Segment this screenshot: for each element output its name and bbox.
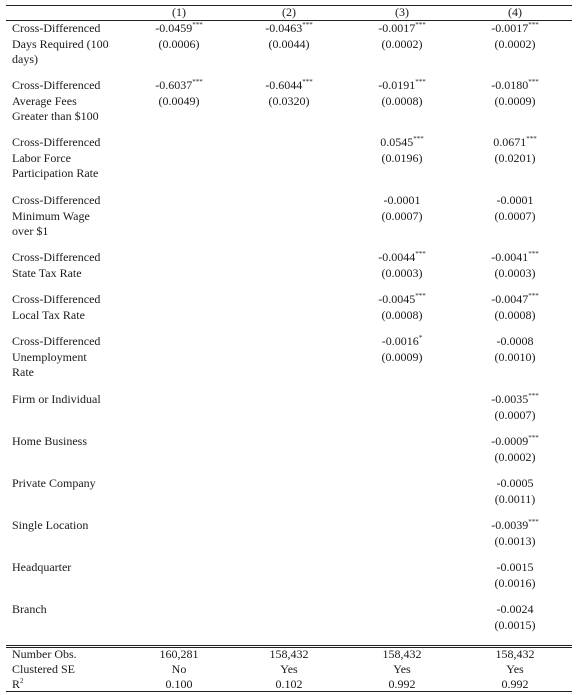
coefficient-cell xyxy=(460,602,570,633)
significance-stars: *** xyxy=(415,250,426,258)
row-label-line: Cross-Differenced xyxy=(12,135,101,149)
coefficient-value: -0.0017 xyxy=(378,21,416,35)
standard-error: (0.0007) xyxy=(381,208,423,223)
standard-error: (0.0008) xyxy=(381,307,423,322)
significance-stars: *** xyxy=(302,78,313,86)
coefficient-value: -0.0001 xyxy=(496,193,534,207)
coefficient-value: -0.0017 xyxy=(491,21,529,35)
coefficient-value: -0.6037 xyxy=(155,78,193,92)
significance-stars: *** xyxy=(192,21,203,29)
standard-error: (0.0011) xyxy=(494,491,536,506)
column-header-1: (1) xyxy=(172,5,186,19)
standard-error: (0.0008) xyxy=(381,93,423,108)
footer-value: No xyxy=(171,662,187,676)
row-label-line: Labor Force xyxy=(12,150,71,165)
standard-error: (0.0320) xyxy=(268,93,310,108)
row-label-line: Cross-Differenced xyxy=(12,334,101,348)
coefficient-cell xyxy=(347,250,457,281)
coefficient-value: -0.0005 xyxy=(496,476,534,490)
row-label-line: Branch xyxy=(12,602,47,616)
footer-value: 0.992 xyxy=(501,677,529,691)
coefficient-value: -0.0008 xyxy=(496,334,534,348)
standard-error: (0.0010) xyxy=(494,349,536,364)
standard-error: (0.0006) xyxy=(158,36,200,51)
significance-stars: *** xyxy=(528,392,539,400)
coefficient-value: 0.0671 xyxy=(493,135,527,149)
significance-stars: * xyxy=(418,334,423,342)
significance-stars: *** xyxy=(415,292,426,300)
standard-error: (0.0003) xyxy=(381,265,423,280)
coefficient-cell xyxy=(460,250,570,281)
footer-value: 158,432 xyxy=(495,647,535,661)
row-label xyxy=(12,78,130,125)
standard-error: (0.0003) xyxy=(494,265,536,280)
row-label-line: Rate xyxy=(12,365,34,379)
coefficient-cell xyxy=(124,21,234,52)
column-header-2: (2) xyxy=(282,5,296,19)
coefficient-cell xyxy=(347,21,457,52)
coefficient-cell xyxy=(460,476,570,507)
row-label xyxy=(12,476,130,492)
coefficient-cell xyxy=(124,78,234,109)
coefficient-cell xyxy=(460,292,570,323)
significance-stars: *** xyxy=(528,78,539,86)
footer-value: Yes xyxy=(393,662,411,676)
standard-error: (0.0049) xyxy=(158,93,200,108)
row-label-line: Days Required (100 xyxy=(12,36,109,51)
footer-label: $R^2$ xyxy=(12,677,24,691)
row-label-line: Private Company xyxy=(12,476,96,490)
footer-label: Clustered SE xyxy=(12,662,75,676)
footer-value: 0.100 xyxy=(165,677,193,691)
significance-stars: *** xyxy=(526,135,537,143)
row-label-line: Cross-Differenced xyxy=(12,250,101,264)
coefficient-cell xyxy=(234,78,344,109)
footer-value: 160,281 xyxy=(159,647,199,661)
coefficient-value: -0.0180 xyxy=(491,78,529,92)
footer-value: 158,432 xyxy=(382,647,422,661)
row-label xyxy=(12,560,130,576)
standard-error: (0.0044) xyxy=(268,36,310,51)
row-label-line: Participation Rate xyxy=(12,166,99,180)
coefficient-value: -0.0045 xyxy=(378,292,416,306)
standard-error: (0.0002) xyxy=(381,36,423,51)
coefficient-value: -0.0015 xyxy=(496,560,534,574)
row-label xyxy=(12,292,130,323)
significance-stars: *** xyxy=(528,434,539,442)
row-label-line: days) xyxy=(12,52,38,66)
coefficient-cell xyxy=(347,334,457,365)
significance-stars: *** xyxy=(528,21,539,29)
significance-stars: *** xyxy=(528,518,539,526)
coefficient-value: -0.0459 xyxy=(155,21,193,35)
coefficient-value: -0.0001 xyxy=(383,193,421,207)
row-label-line: Headquarter xyxy=(12,560,72,574)
coefficient-cell xyxy=(460,78,570,109)
footer-label: Number Obs. xyxy=(12,647,77,661)
standard-error: (0.0016) xyxy=(494,575,536,590)
column-header-4: (4) xyxy=(508,5,522,19)
footer-value: Yes xyxy=(280,662,298,676)
row-label-line: Firm or Individual xyxy=(12,392,101,406)
row-label-line: Greater than $100 xyxy=(12,109,99,123)
standard-error: (0.0196) xyxy=(381,150,423,165)
coefficient-cell xyxy=(460,21,570,52)
coefficient-value: -0.6044 xyxy=(265,78,303,92)
standard-error: (0.0008) xyxy=(494,307,536,322)
row-label-line: Local Tax Rate xyxy=(12,307,85,322)
significance-stars: *** xyxy=(413,135,424,143)
bottom-rule xyxy=(6,691,572,692)
coefficient-cell xyxy=(460,135,570,166)
coefficient-value: 0.0545 xyxy=(380,135,414,149)
standard-error: (0.0007) xyxy=(494,407,536,422)
footer-value: 158,432 xyxy=(269,647,309,661)
row-label xyxy=(12,21,130,68)
coefficient-value: -0.0463 xyxy=(265,21,303,35)
row-label xyxy=(12,392,130,408)
standard-error: (0.0009) xyxy=(381,349,423,364)
coefficient-value: -0.0009 xyxy=(491,434,529,448)
significance-stars: *** xyxy=(528,292,539,300)
coefficient-cell xyxy=(460,434,570,465)
standard-error: (0.0007) xyxy=(494,208,536,223)
row-label-line: Home Business xyxy=(12,434,87,448)
standard-error: (0.0002) xyxy=(494,449,536,464)
significance-stars: *** xyxy=(415,21,426,29)
significance-stars: *** xyxy=(302,21,313,29)
row-label-line: Unemployment xyxy=(12,349,87,364)
standard-error: (0.0201) xyxy=(494,150,536,165)
row-label-line: Cross-Differenced xyxy=(12,78,101,92)
significance-stars: *** xyxy=(192,78,203,86)
footer-value: 0.992 xyxy=(388,677,416,691)
row-label xyxy=(12,602,130,618)
row-label xyxy=(12,334,130,381)
row-label-line: Average Fees xyxy=(12,93,77,108)
coefficient-cell xyxy=(460,518,570,549)
coefficient-cell xyxy=(347,193,457,224)
coefficient-value: -0.0039 xyxy=(491,518,529,532)
coefficient-cell xyxy=(460,193,570,224)
coefficient-cell xyxy=(347,135,457,166)
significance-stars: *** xyxy=(415,78,426,86)
standard-error: (0.0015) xyxy=(494,617,536,632)
coefficient-value: -0.0047 xyxy=(491,292,529,306)
footer-label-superscript: 2 xyxy=(20,677,24,685)
row-label xyxy=(12,135,130,182)
coefficient-value: -0.0016 xyxy=(381,334,419,348)
coefficient-cell xyxy=(460,334,570,365)
row-label-line: Cross-Differenced xyxy=(12,292,101,306)
coefficient-value: -0.0041 xyxy=(491,250,529,264)
coefficient-cell xyxy=(347,78,457,109)
row-label-line: Cross-Differenced xyxy=(12,21,101,35)
row-label-line: Cross-Differenced xyxy=(12,193,101,207)
row-label-line: Single Location xyxy=(12,518,89,532)
coefficient-value: -0.0035 xyxy=(491,392,529,406)
row-label xyxy=(12,193,130,240)
footer-value: 0.102 xyxy=(275,677,303,691)
column-header-3: (3) xyxy=(395,5,409,19)
coefficient-value: -0.0044 xyxy=(378,250,416,264)
significance-stars: *** xyxy=(528,250,539,258)
row-label xyxy=(12,434,130,450)
footer-value: Yes xyxy=(506,662,524,676)
coefficient-value: -0.0024 xyxy=(496,602,534,616)
coefficient-value: -0.0191 xyxy=(378,78,416,92)
row-label xyxy=(12,250,130,281)
standard-error: (0.0009) xyxy=(494,93,536,108)
standard-error: (0.0013) xyxy=(494,533,536,548)
row-label-line: State Tax Rate xyxy=(12,265,82,280)
row-label xyxy=(12,518,130,534)
coefficient-cell xyxy=(460,560,570,591)
standard-error: (0.0002) xyxy=(494,36,536,51)
row-label-line: Minimum Wage xyxy=(12,208,90,223)
coefficient-cell xyxy=(234,21,344,52)
coefficient-cell xyxy=(460,392,570,423)
coefficient-cell xyxy=(347,292,457,323)
row-label-line: over $1 xyxy=(12,224,49,238)
